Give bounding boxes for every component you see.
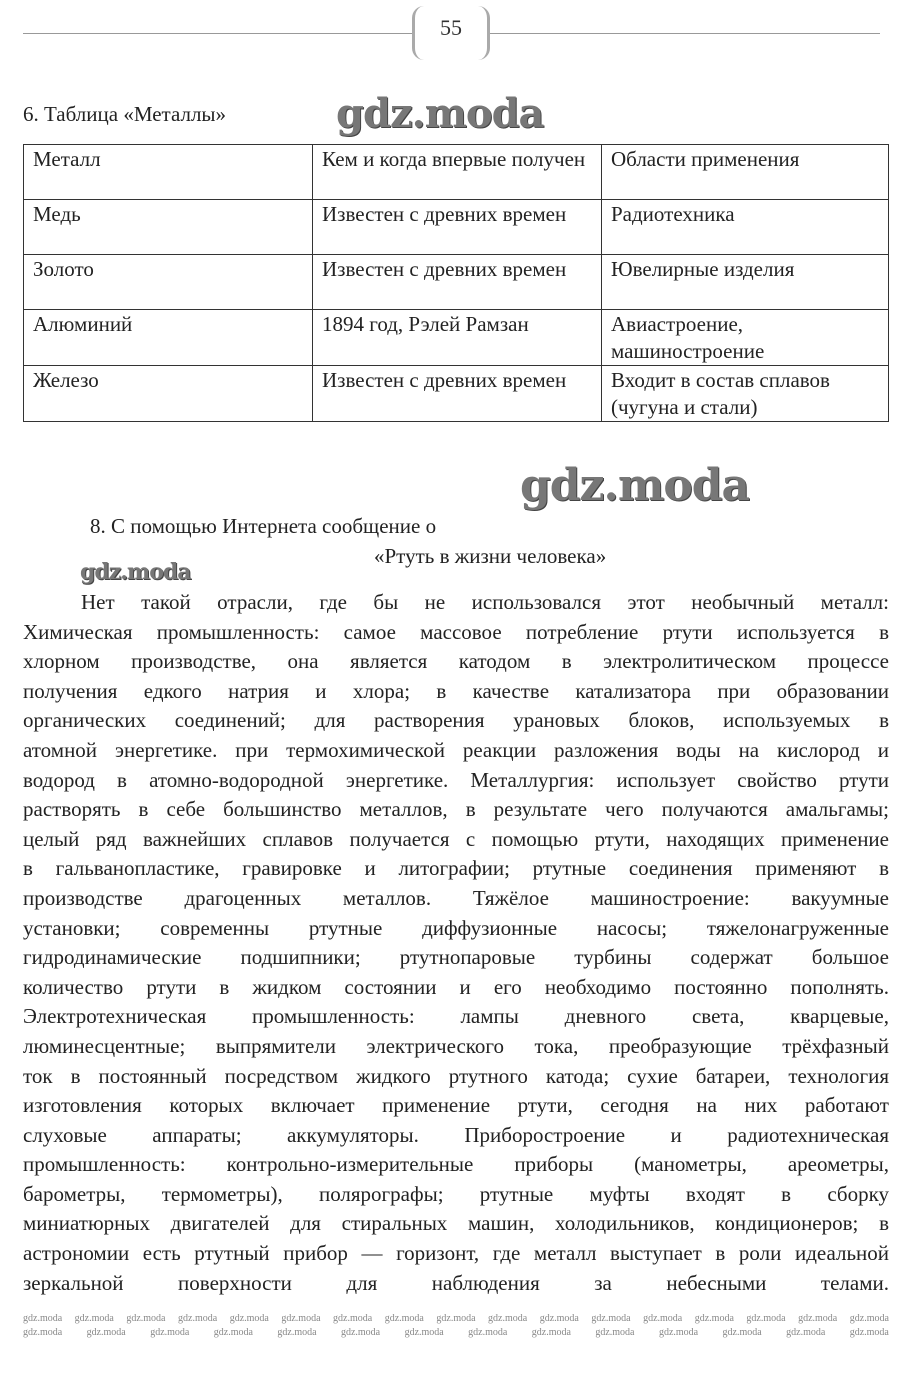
watermark-small: gdz.moda <box>86 1327 126 1338</box>
text-line: производстве драгоценных металлов. Тяжёлое машиностроение: вакуумные <box>23 885 889 910</box>
text-line: растворять в себе большинство металлов, в результате чего получаются амальгамы; <box>23 797 889 822</box>
table-cell: Известен с древних времен <box>313 255 602 310</box>
header-cell: Кем и когда впервые получен <box>313 145 602 200</box>
watermark-small: gdz.moda <box>746 1313 786 1324</box>
watermark-small: gdz.moda <box>126 1313 166 1324</box>
watermark-logo: gdz.moda <box>80 559 191 585</box>
watermark-small: gdz.moda <box>694 1313 734 1324</box>
table-cell: Известен с древних времен <box>313 200 602 255</box>
text-line: астрономии есть ртутный прибор — горизонт, где металл выступает в роли идеальной <box>23 1241 889 1266</box>
header-rule-left <box>23 33 413 34</box>
watermark-small: gdz.moda <box>531 1327 571 1338</box>
table-cell: Алюминий <box>24 310 313 366</box>
watermark-small: gdz.moda <box>798 1313 838 1324</box>
text-line: промышленность: контрольно-измерительные приборы (манометры, ареометры, <box>23 1152 889 1177</box>
watermark-small: gdz.moda <box>281 1313 321 1324</box>
watermark-small: gdz.moda <box>658 1327 699 1338</box>
section-8-title: 8. С помощью Интернета сообщение о <box>90 514 437 538</box>
watermark-small: gdz.moda <box>150 1327 190 1338</box>
table-cell: Входит в состав сплавов (чугуна и стали) <box>602 366 889 422</box>
watermark-small: gdz.moda <box>213 1327 253 1338</box>
table-cell: Ювелирные изделия <box>602 255 889 310</box>
watermark-small: gdz.moda <box>333 1313 373 1324</box>
table-header-row <box>24 145 889 200</box>
watermark-small: gdz.moda <box>722 1327 762 1338</box>
watermark-small: gdz.moda <box>384 1313 424 1324</box>
metals-table <box>23 144 889 422</box>
text-line: водород в атомно-водородной энергетике. Металлургия: использует свойство ртути <box>23 767 889 792</box>
watermark-small: gdz.moda <box>595 1327 635 1338</box>
text-line: люминесцентные; выпрямители электрического тока, преобразующие трёхфазный <box>23 1033 889 1058</box>
text-line: ток в постоянный посредством жидкого ртутного катода; сухие батареи, технология <box>23 1063 889 1088</box>
table-cell: Медь <box>24 200 313 255</box>
watermark-small: gdz.moda <box>849 1327 889 1338</box>
table-cell: 1894 год, Рэлей Рамзан <box>313 310 602 366</box>
watermark-small: gdz.moda <box>468 1327 508 1338</box>
table-row <box>24 200 889 255</box>
text-line: миниатюрных двигателей для стиральных машин, холодильников, кондиционеров; в <box>23 1211 889 1236</box>
text-line: зеркальной поверхности для наблюдения за небесными телами. <box>23 1270 889 1295</box>
table-cell: Железо <box>24 366 313 422</box>
watermark-small: gdz.moda <box>74 1313 114 1324</box>
page-number: 55 <box>412 6 490 60</box>
table-cell: Золото <box>24 255 313 310</box>
header-cell: Области применения <box>602 145 889 200</box>
text-line: Нет такой отрасли, где бы не использовался этот необычный металл: <box>81 590 889 614</box>
text-line: гидродинамические подшипники; ртутнопаровые турбины содержат большое <box>23 945 889 970</box>
table-cell: Радиотехника <box>602 200 889 255</box>
text-line: Химическая промышленность: самое массовое потребление ртути используется в <box>23 619 889 644</box>
text-line: барометры, термометры), полярографы; ртутные муфты входят в сборку <box>23 1181 889 1206</box>
watermark-small: gdz.moda <box>488 1313 528 1324</box>
watermark-small: gdz.moda <box>436 1313 476 1324</box>
text-line: установки; современны ртутные диффузионные насосы; тяжелонагруженные <box>23 915 889 940</box>
text-line: органических соединений; для растворения урановых блоков, используемых в <box>23 708 889 733</box>
table-cell: Авиастроение, машиностроение <box>602 310 889 366</box>
table-cell: Известен с древних времен <box>313 366 602 422</box>
watermark-small: gdz.moda <box>404 1327 444 1338</box>
text-line: атомной энергетике. при термохимической реакции разложения воды на кислород и <box>23 737 889 762</box>
watermark-small: gdz.moda <box>340 1327 381 1338</box>
table-row <box>24 255 889 310</box>
header-cell: Металл <box>24 145 313 200</box>
table-row <box>24 366 889 422</box>
watermark-small: gdz.moda <box>849 1313 889 1324</box>
essay-text <box>23 588 889 1298</box>
watermark-small: gdz.moda <box>23 1327 63 1338</box>
watermark-small: gdz.moda <box>178 1313 218 1324</box>
text-line: хлорном производстве, она является катодом в электролитическом процессе <box>23 649 889 674</box>
section-6-title: 6. Таблица «Металлы» <box>23 102 227 126</box>
watermark-stamps <box>23 1312 889 1340</box>
watermark-logo: gdz.moda <box>336 90 544 137</box>
watermark-logo: gdz.moda <box>520 460 750 511</box>
text-line: изготовления которых включает применение ртути, сегодня на них работают <box>23 1093 889 1118</box>
watermark-small: gdz.moda <box>643 1313 683 1324</box>
header-rule-right <box>490 33 880 34</box>
watermark-small: gdz.moda <box>277 1327 317 1338</box>
text-line: Электротехническая промышленность: лампы дневного света, кварцевые, <box>23 1004 889 1029</box>
watermark-small: gdz.moda <box>591 1313 631 1324</box>
text-line: получения едкого натрия и хлора; в качестве катализатора при образовании <box>23 678 889 703</box>
section-8-subtitle: «Ртуть в жизни человека» <box>374 544 607 568</box>
watermark-small: gdz.moda <box>539 1313 579 1324</box>
text-line: в гальванопластике, гравировке и литографии; ртутные соединения применяют в <box>23 856 889 881</box>
text-line: слуховые аппараты; аккумуляторы. Приборостроение и радиотехническая <box>23 1122 889 1147</box>
watermark-small: gdz.moda <box>229 1313 269 1324</box>
watermark-small: gdz.moda <box>23 1313 63 1324</box>
watermark-small: gdz.moda <box>786 1327 826 1338</box>
text-line: целый ряд важнейших сплавов получается с помощью ртути, находящих применение <box>23 826 889 851</box>
table-row <box>24 310 889 366</box>
text-line: количество ртути в жидком состоянии и его необходимо постоянно пополнять. <box>23 974 889 999</box>
